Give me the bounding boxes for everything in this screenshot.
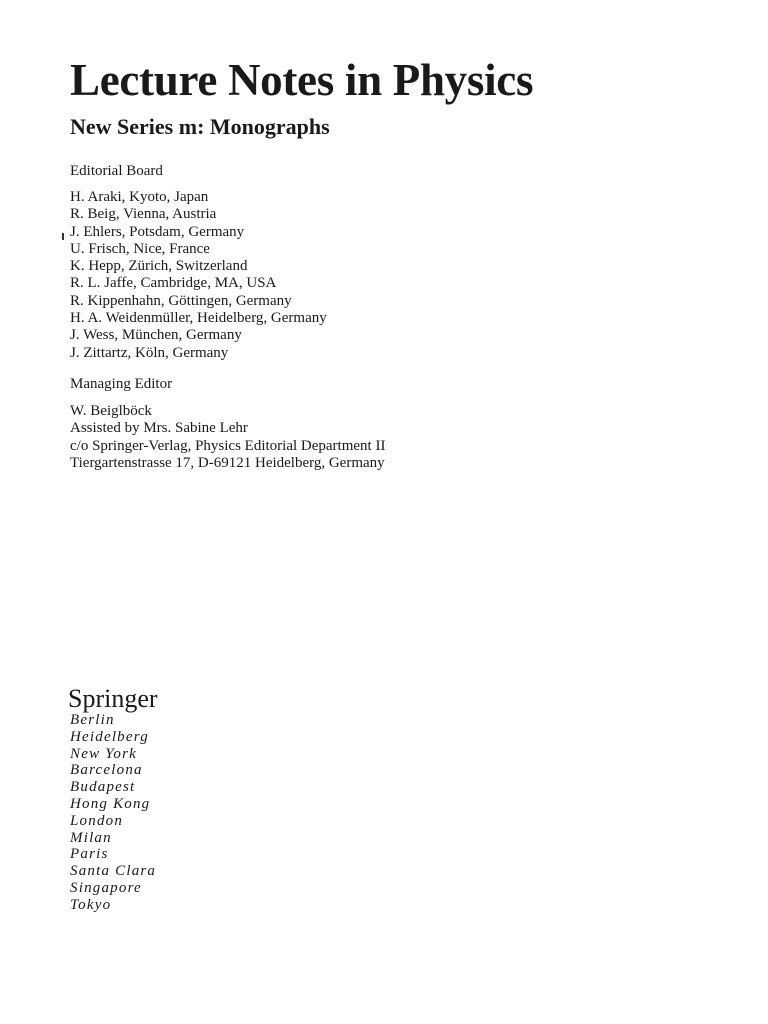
city: Milan bbox=[70, 829, 112, 846]
board-member: J. Ehlers, Potsdam, Germany bbox=[70, 223, 245, 240]
city: Paris bbox=[70, 846, 109, 863]
city: London bbox=[70, 812, 124, 829]
assistant-line: Assisted by Mrs. Sabine Lehr bbox=[70, 420, 248, 437]
editorial-board-list bbox=[70, 189, 327, 362]
board-member: R. Kippenhahn, Göttingen, Germany bbox=[70, 292, 292, 309]
scan-speck bbox=[62, 233, 64, 240]
city: Budapest bbox=[70, 779, 136, 796]
city: New York bbox=[70, 745, 137, 762]
city: Hong Kong bbox=[70, 795, 151, 812]
publisher-cities bbox=[70, 712, 156, 914]
managing-editor-name: W. Beiglböck bbox=[70, 403, 152, 419]
publisher-name: Springer bbox=[68, 684, 158, 713]
address-line: Tiergartenstrasse 17, D-69121 Heidelberg, Germany bbox=[70, 454, 385, 471]
series-subtitle: New Series m: Monographs bbox=[70, 114, 330, 139]
city: Heidelberg bbox=[70, 728, 149, 745]
managing-editor-details bbox=[70, 403, 385, 472]
board-member: H. A. Weidenmüller, Heidelberg, Germany bbox=[70, 310, 327, 327]
board-member: J. Zittartz, Köln, Germany bbox=[70, 344, 229, 361]
editorial-board-heading: Editorial Board bbox=[70, 163, 163, 179]
board-member: U. Frisch, Nice, France bbox=[70, 240, 210, 257]
board-member: H. Araki, Kyoto, Japan bbox=[70, 189, 209, 205]
department-line: c/o Springer-Verlag, Physics Editorial Department II bbox=[70, 437, 386, 454]
city: Barcelona bbox=[70, 762, 143, 779]
board-member: R. L. Jaffe, Cambridge, MA, USA bbox=[70, 275, 277, 292]
board-member: J. Wess, München, Germany bbox=[70, 327, 242, 344]
board-member: K. Hepp, Zürich, Switzerland bbox=[70, 258, 248, 275]
series-title: Lecture Notes in Physics bbox=[70, 55, 534, 105]
city: Santa Clara bbox=[70, 863, 157, 880]
managing-editor-heading: Managing Editor bbox=[70, 376, 173, 392]
city: Berlin bbox=[70, 712, 115, 728]
board-member: R. Beig, Vienna, Austria bbox=[70, 206, 217, 223]
city: Singapore bbox=[70, 879, 142, 896]
city: Tokyo bbox=[70, 896, 112, 913]
